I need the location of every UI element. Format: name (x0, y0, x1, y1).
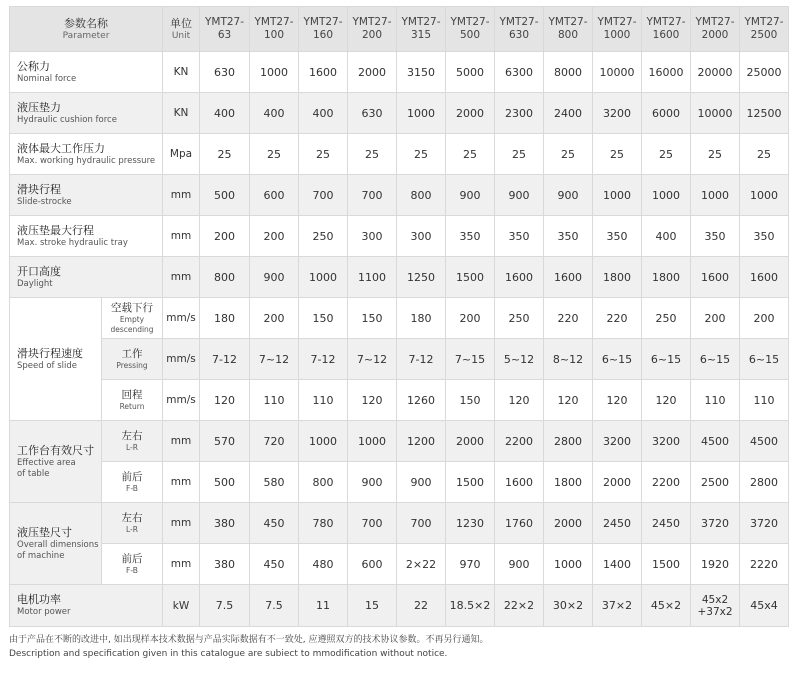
value-cell: 3720 (740, 503, 789, 544)
unit-cell: mm/s (163, 298, 200, 339)
value-cell: 120 (348, 380, 397, 421)
header-model (446, 7, 495, 52)
value-cell: 1600 (544, 257, 593, 298)
value-cell: 25 (740, 134, 789, 175)
header-model-prefix: YMT27- (548, 16, 588, 28)
value-cell: 700 (299, 175, 348, 216)
value-cell: 1500 (446, 462, 495, 503)
value-cell: 380 (200, 544, 250, 585)
value-cell: 25 (397, 134, 446, 175)
value-cell: 10000 (691, 93, 740, 134)
header-model-prefix: YMT27- (499, 16, 539, 28)
sub-label (102, 298, 163, 339)
value-cell: 6000 (642, 93, 691, 134)
value-cell: 110 (250, 380, 299, 421)
header-parameter (10, 7, 163, 52)
value-cell: 7~12 (348, 339, 397, 380)
value-cell: 220 (593, 298, 642, 339)
sub-label-cn: 左右 (121, 512, 143, 524)
value-cell: 6~15 (691, 339, 740, 380)
value-cell: 1600 (495, 257, 544, 298)
value-cell: 900 (495, 175, 544, 216)
header-model-prefix: YMT27- (401, 16, 441, 28)
spec-table (9, 6, 789, 627)
row-label-en: of machine (17, 550, 65, 561)
header-model-number: 63 (217, 29, 232, 41)
value-cell: 3200 (642, 421, 691, 462)
row-label-en: Max. working hydraulic pressure (17, 155, 156, 166)
value-cell: 1000 (348, 421, 397, 462)
header-model (740, 7, 789, 52)
sub-label (102, 462, 163, 503)
value-cell: 110 (691, 380, 740, 421)
value-cell: 1800 (544, 462, 593, 503)
unit-cell: KN (163, 93, 200, 134)
value-cell: 250 (642, 298, 691, 339)
unit-cell: mm (163, 216, 200, 257)
value-cell: 700 (348, 503, 397, 544)
value-cell: 900 (348, 462, 397, 503)
value-cell: 2300 (495, 93, 544, 134)
row-label (10, 134, 163, 175)
value-cell: 150 (348, 298, 397, 339)
value-cell: 350 (593, 216, 642, 257)
table-row (10, 544, 789, 585)
value-cell: 200 (691, 298, 740, 339)
table-row (10, 216, 789, 257)
table-row (10, 339, 789, 380)
row-label-en: Effective area (17, 457, 76, 468)
value-cell: 600 (348, 544, 397, 585)
value-cell: 400 (642, 216, 691, 257)
value-cell: 200 (200, 216, 250, 257)
value-cell: 450 (250, 503, 299, 544)
unit-cell: mm (163, 544, 200, 585)
row-label (10, 503, 102, 585)
value-cell: 1000 (691, 175, 740, 216)
value-cell: 1250 (397, 257, 446, 298)
header-model (348, 7, 397, 52)
value-cell: 2800 (544, 421, 593, 462)
value-cell: 37×2 (593, 585, 642, 627)
table-row (10, 257, 789, 298)
row-label-en: of table (17, 468, 50, 479)
header-model (642, 7, 691, 52)
value-cell: 400 (250, 93, 299, 134)
value-cell: 400 (299, 93, 348, 134)
table-body (10, 52, 789, 627)
value-cell: 150 (446, 380, 495, 421)
value-cell: 1760 (495, 503, 544, 544)
row-label-cn: 电机功率 (17, 593, 61, 606)
value-cell: 380 (200, 503, 250, 544)
value-cell: 25 (446, 134, 495, 175)
header-model (200, 7, 250, 52)
value-cell: 4500 (740, 421, 789, 462)
footnote-en: Description and specification given in this catalogue are subiect to mmodification without notice. (9, 649, 448, 659)
value-cell: 580 (250, 462, 299, 503)
header-unit (163, 7, 200, 52)
value-cell: 120 (642, 380, 691, 421)
value-cell: 1260 (397, 380, 446, 421)
value-cell: 700 (348, 175, 397, 216)
value-cell: 120 (593, 380, 642, 421)
row-label (10, 175, 163, 216)
value-cell: 1600 (740, 257, 789, 298)
value-cell: 600 (250, 175, 299, 216)
value-cell: 780 (299, 503, 348, 544)
value-cell: 2×22 (397, 544, 446, 585)
value-cell: 25 (642, 134, 691, 175)
footnote (9, 633, 789, 661)
row-label (10, 52, 163, 93)
value-cell: 1600 (691, 257, 740, 298)
value-cell: 2220 (740, 544, 789, 585)
value-cell: 6~15 (740, 339, 789, 380)
sub-label-cn: 前后 (121, 471, 143, 483)
row-label-en: Nominal force (17, 73, 77, 84)
sub-label-en: Empty descending (110, 315, 154, 334)
header-model-number: 200 (361, 29, 383, 41)
row-label-cn: 开口高度 (17, 264, 61, 278)
value-cell: 2000 (446, 93, 495, 134)
table-header (10, 7, 789, 52)
sub-label-en: F-B (126, 484, 138, 493)
value-cell: 2000 (446, 421, 495, 462)
value-cell: 700 (397, 503, 446, 544)
header-model (299, 7, 348, 52)
value-cell: 1000 (544, 544, 593, 585)
value-cell: 6300 (495, 52, 544, 93)
sub-label-en: L-R (126, 443, 138, 452)
value-cell: 25 (200, 134, 250, 175)
header-parameter-en: Parameter (62, 30, 110, 41)
value-cell: 200 (250, 298, 299, 339)
sub-label-en: F-B (126, 566, 138, 575)
value-cell: 720 (250, 421, 299, 462)
row-label (10, 585, 163, 627)
value-cell: 2500 (691, 462, 740, 503)
value-cell: 45x2 +37x2 (691, 585, 740, 627)
value-cell: 300 (348, 216, 397, 257)
value-cell: 1500 (642, 544, 691, 585)
value-cell: 120 (200, 380, 250, 421)
header-model-prefix: YMT27- (695, 16, 735, 28)
header-model (593, 7, 642, 52)
sub-label-cn: 空载下行 (111, 302, 153, 314)
row-label-en: Daylight (17, 278, 53, 289)
value-cell: 800 (299, 462, 348, 503)
value-cell: 250 (299, 216, 348, 257)
value-cell: 1000 (642, 175, 691, 216)
header-model-prefix: YMT27- (646, 16, 686, 28)
value-cell: 3720 (691, 503, 740, 544)
header-model-number: 315 (410, 29, 432, 41)
value-cell: 1200 (397, 421, 446, 462)
value-cell: 450 (250, 544, 299, 585)
sub-label-en: Pressing (116, 361, 148, 370)
header-model-number: 100 (263, 29, 285, 41)
value-cell: 570 (200, 421, 250, 462)
value-cell: 350 (495, 216, 544, 257)
value-cell: 20000 (691, 52, 740, 93)
table-row (10, 134, 789, 175)
value-cell: 800 (200, 257, 250, 298)
header-model (544, 7, 593, 52)
sub-label-cn: 左右 (121, 430, 143, 442)
sub-label-cn: 前后 (121, 553, 143, 565)
sub-label (102, 544, 163, 585)
value-cell: 3200 (593, 421, 642, 462)
table-row (10, 421, 789, 462)
row-label-en: Motor power (17, 607, 71, 617)
value-cell: 5000 (446, 52, 495, 93)
header-parameter-cn: 参数名称 (64, 16, 108, 30)
value-cell: 900 (495, 544, 544, 585)
value-cell: 150 (299, 298, 348, 339)
value-cell: 1000 (299, 421, 348, 462)
value-cell: 110 (299, 380, 348, 421)
unit-cell: mm (163, 503, 200, 544)
value-cell: 7-12 (200, 339, 250, 380)
sub-label (102, 421, 163, 462)
value-cell: 350 (691, 216, 740, 257)
header-model-number: 2500 (750, 29, 778, 41)
value-cell: 1230 (446, 503, 495, 544)
value-cell: 25 (593, 134, 642, 175)
unit-cell: KN (163, 52, 200, 93)
row-label-cn: 工作台有效尺寸 (17, 443, 94, 457)
value-cell: 7.5 (200, 585, 250, 627)
value-cell: 6~15 (642, 339, 691, 380)
header-model-number: 2000 (701, 29, 729, 41)
row-label-cn: 公称力 (17, 59, 50, 73)
value-cell: 1400 (593, 544, 642, 585)
value-cell: 900 (544, 175, 593, 216)
row-label (10, 216, 163, 257)
value-cell: 22 (397, 585, 446, 627)
value-cell: 7-12 (397, 339, 446, 380)
value-cell: 900 (250, 257, 299, 298)
value-cell: 1800 (593, 257, 642, 298)
table-row (10, 380, 789, 421)
value-cell: 1800 (642, 257, 691, 298)
table-row (10, 503, 789, 544)
unit-cell: mm (163, 462, 200, 503)
row-label-cn: 液压垫最大行程 (17, 223, 94, 237)
value-cell: 1000 (299, 257, 348, 298)
row-label (10, 93, 163, 134)
row-label-cn: 滑块行程速度 (17, 346, 83, 360)
value-cell: 2000 (544, 503, 593, 544)
value-cell: 2450 (593, 503, 642, 544)
value-cell: 7-12 (299, 339, 348, 380)
row-label (10, 257, 163, 298)
header-model-prefix: YMT27- (450, 16, 490, 28)
value-cell: 7.5 (250, 585, 299, 627)
value-cell: 400 (200, 93, 250, 134)
row-label-en: Hydraulic cushion force (17, 114, 117, 125)
value-cell: 11 (299, 585, 348, 627)
row-label-cn: 滑块行程 (17, 182, 61, 196)
header-model-prefix: YMT27- (303, 16, 343, 28)
header-model-number: 500 (459, 29, 481, 41)
row-label-cn: 液压垫力 (17, 100, 61, 114)
value-cell: 120 (544, 380, 593, 421)
value-cell: 1100 (348, 257, 397, 298)
sub-label-en: Return (119, 402, 145, 411)
header-model (397, 7, 446, 52)
value-cell: 1000 (593, 175, 642, 216)
footnote-cn: 由于产品在不断的改进中, 如出现样本技术数据与产品实际数据有不一致处, 应遵照双方的技术协议参数。不再另行通知。 (9, 635, 489, 645)
value-cell: 15 (348, 585, 397, 627)
value-cell: 180 (200, 298, 250, 339)
value-cell: 25000 (740, 52, 789, 93)
value-cell: 22×2 (495, 585, 544, 627)
value-cell: 25 (691, 134, 740, 175)
value-cell: 16000 (642, 52, 691, 93)
sub-label (102, 503, 163, 544)
value-cell: 2400 (544, 93, 593, 134)
value-cell: 12500 (740, 93, 789, 134)
row-label-cn: 液压垫尺寸 (17, 525, 72, 539)
value-cell: 350 (740, 216, 789, 257)
value-cell: 180 (397, 298, 446, 339)
row-label (10, 298, 102, 421)
value-cell: 900 (446, 175, 495, 216)
unit-cell: mm (163, 257, 200, 298)
header-model-prefix: YMT27- (744, 16, 784, 28)
row-label-en: Speed of slide (17, 360, 78, 371)
value-cell: 10000 (593, 52, 642, 93)
value-cell: 2800 (740, 462, 789, 503)
value-cell: 1600 (495, 462, 544, 503)
value-cell: 2450 (642, 503, 691, 544)
value-cell: 350 (446, 216, 495, 257)
value-cell: 220 (544, 298, 593, 339)
table-row (10, 52, 789, 93)
value-cell: 8000 (544, 52, 593, 93)
value-cell: 5~12 (495, 339, 544, 380)
value-cell: 300 (397, 216, 446, 257)
value-cell: 18.5×2 (446, 585, 495, 627)
row-label-en: Max. stroke hydraulic tray (17, 237, 128, 248)
value-cell: 350 (544, 216, 593, 257)
header-unit-en: Unit (171, 30, 191, 41)
header-model (495, 7, 544, 52)
unit-cell: mm/s (163, 339, 200, 380)
header-model-number: 1600 (652, 29, 680, 41)
header-model-prefix: YMT27- (254, 16, 294, 28)
sub-label (102, 380, 163, 421)
value-cell: 1920 (691, 544, 740, 585)
value-cell: 8~12 (544, 339, 593, 380)
value-cell: 2000 (593, 462, 642, 503)
value-cell: 970 (446, 544, 495, 585)
row-label-en: Overall dimensions (17, 539, 99, 550)
unit-cell: mm/s (163, 380, 200, 421)
value-cell: 1500 (446, 257, 495, 298)
value-cell: 7~15 (446, 339, 495, 380)
value-cell: 200 (740, 298, 789, 339)
header-model-number: 1000 (603, 29, 631, 41)
value-cell: 1000 (397, 93, 446, 134)
value-cell: 45x4 (740, 585, 789, 627)
value-cell: 25 (495, 134, 544, 175)
table-row (10, 462, 789, 503)
value-cell: 3200 (593, 93, 642, 134)
value-cell: 110 (740, 380, 789, 421)
value-cell: 30×2 (544, 585, 593, 627)
value-cell: 1600 (299, 52, 348, 93)
value-cell: 200 (446, 298, 495, 339)
header-model-prefix: YMT27- (204, 16, 245, 28)
value-cell: 25 (348, 134, 397, 175)
header-model-number: 800 (557, 29, 579, 41)
value-cell: 120 (495, 380, 544, 421)
unit-cell: mm (163, 175, 200, 216)
header-model (250, 7, 299, 52)
value-cell: 1000 (250, 52, 299, 93)
header-model-prefix: YMT27- (597, 16, 637, 28)
value-cell: 500 (200, 175, 250, 216)
sub-label-cn: 工作 (121, 348, 143, 360)
table-row (10, 93, 789, 134)
header-unit-cn: 单位 (170, 16, 193, 30)
value-cell: 200 (250, 216, 299, 257)
header-model-number: 160 (312, 29, 334, 41)
value-cell: 250 (495, 298, 544, 339)
header-model-number: 630 (508, 29, 530, 41)
value-cell: 2000 (348, 52, 397, 93)
value-cell: 2200 (642, 462, 691, 503)
value-cell: 500 (200, 462, 250, 503)
sub-label-cn: 回程 (121, 389, 143, 401)
table-row (10, 298, 789, 339)
value-cell: 7~12 (250, 339, 299, 380)
value-cell: 45×2 (642, 585, 691, 627)
value-cell: 900 (397, 462, 446, 503)
value-cell: 800 (397, 175, 446, 216)
sub-label (102, 339, 163, 380)
header-model (691, 7, 740, 52)
unit-cell: mm (163, 421, 200, 462)
header-model-prefix: YMT27- (352, 16, 392, 28)
value-cell: 630 (348, 93, 397, 134)
row-label-en: Slide-strocke (17, 196, 72, 207)
row-label (10, 421, 102, 503)
value-cell: 4500 (691, 421, 740, 462)
header-row (10, 7, 789, 52)
value-cell: 480 (299, 544, 348, 585)
table-row (10, 585, 789, 627)
value-cell: 2200 (495, 421, 544, 462)
table-row (10, 175, 789, 216)
value-cell: 1000 (740, 175, 789, 216)
unit-cell: Mpa (163, 134, 200, 175)
value-cell: 6~15 (593, 339, 642, 380)
value-cell: 25 (250, 134, 299, 175)
value-cell: 3150 (397, 52, 446, 93)
row-label-cn: 液体最大工作压力 (17, 141, 105, 155)
value-cell: 25 (544, 134, 593, 175)
unit-cell: kW (163, 585, 200, 627)
sub-label-en: L-R (126, 525, 138, 534)
value-cell: 25 (299, 134, 348, 175)
value-cell: 630 (200, 52, 250, 93)
